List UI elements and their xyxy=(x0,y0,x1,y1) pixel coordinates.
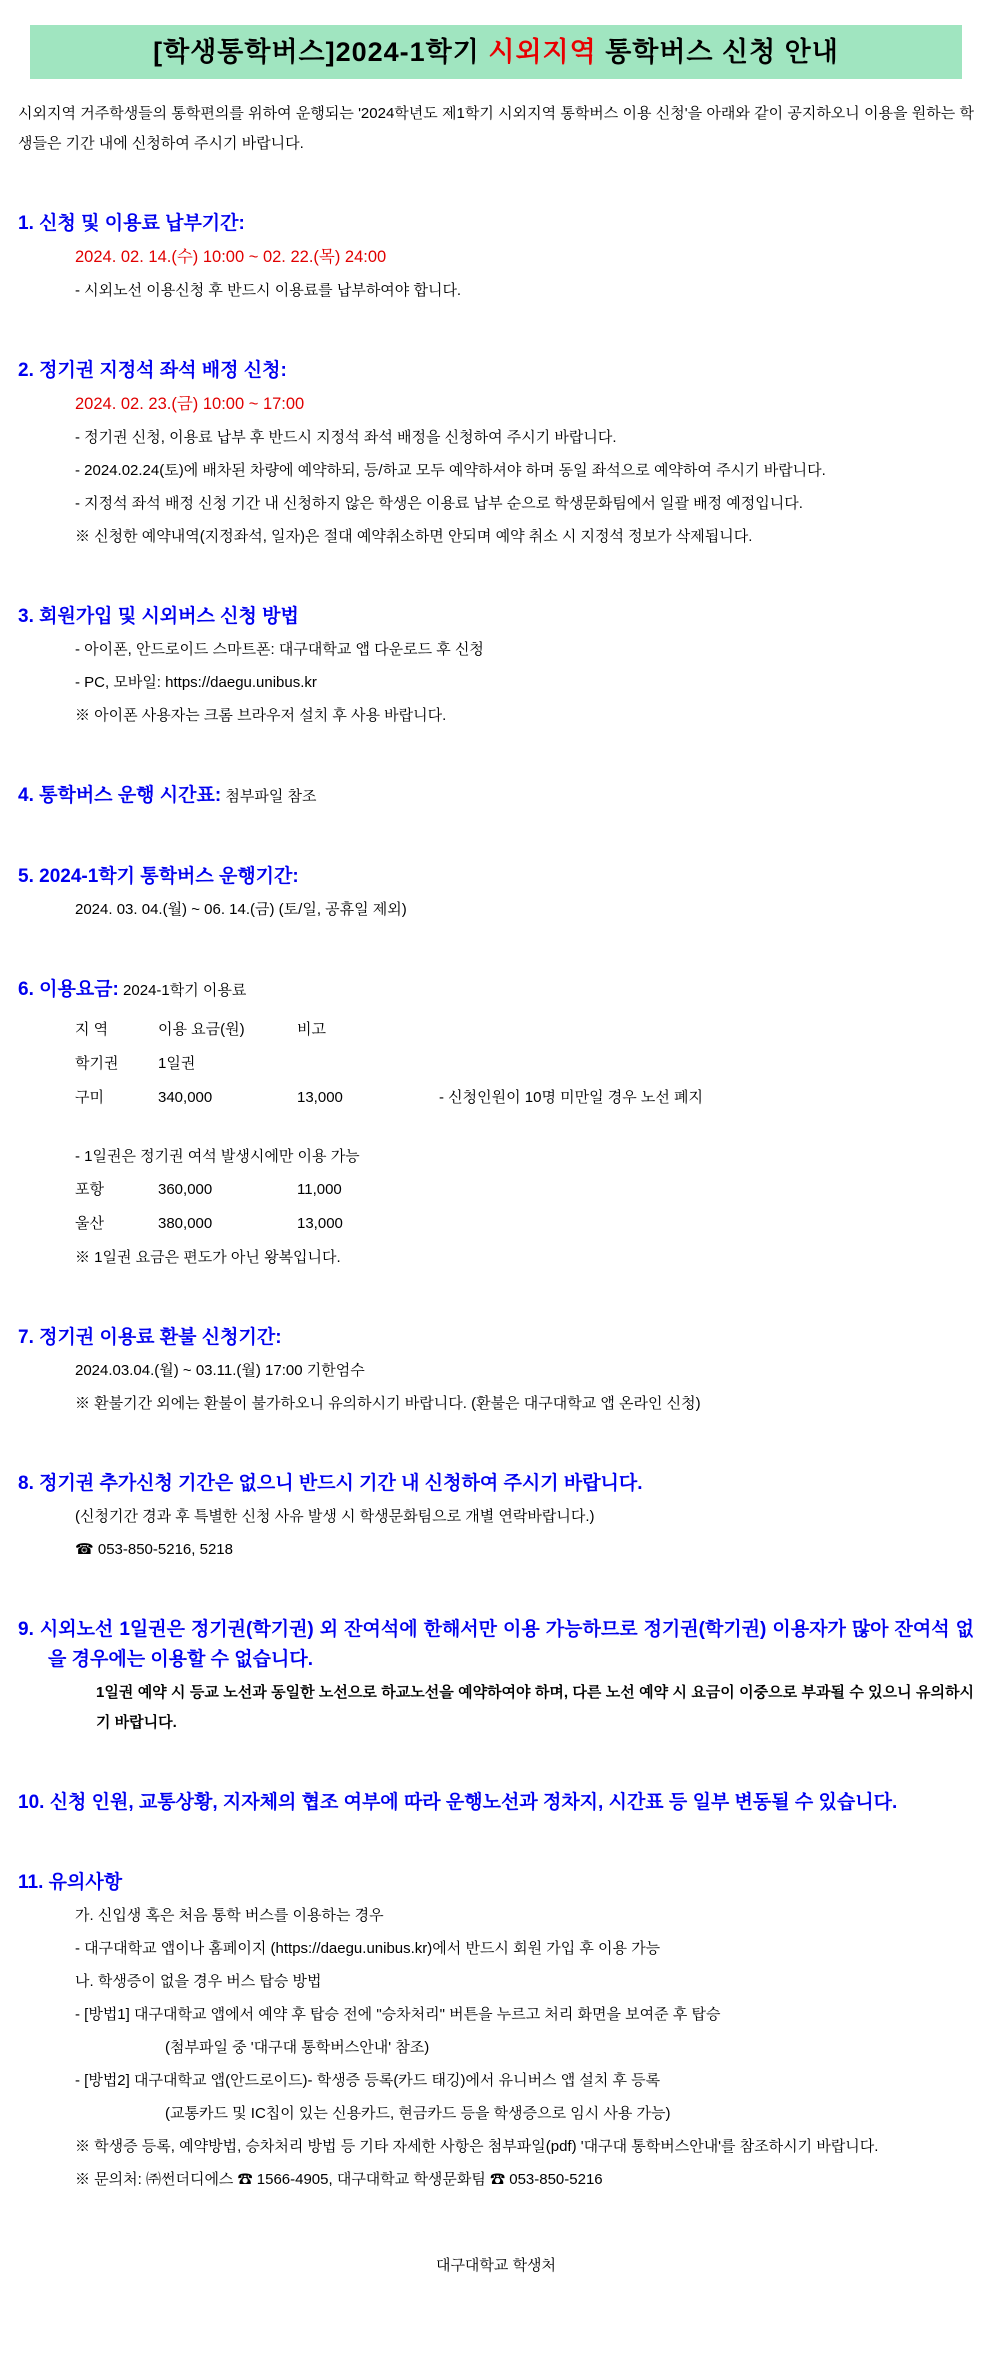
section-8-line: (신청기간 경과 후 특별한 신청 사유 발생 시 학생문화팀으로 개별 연락바랍니다.) xyxy=(75,1508,595,1525)
section-11-contact-note: ※ 문의처: ㈜썬더디에스 ☎ 1566-4905, 대구대학교 학생문화팀 ☎ 053-850-5216 xyxy=(75,2171,603,2188)
section-11-method-2-detail: (교통카드 및 IC칩이 있는 신용카드, 현금카드 등을 학생증으로 임시 사용 가능) xyxy=(165,2105,671,2122)
section-6-heading xyxy=(18,975,974,1006)
section-4-heading-text: 4. 통학버스 운행 시간표: xyxy=(18,785,222,806)
section-11-heading: 11. 유의사항 xyxy=(18,1872,123,1893)
fee-region: 구미 xyxy=(75,1089,104,1106)
section-11-line: - 대구대학교 앱이나 홈페이지 (https://daegu.unibus.kr)에서 반드시 회원 가입 후 이용 가능 xyxy=(75,1940,661,1957)
section-2-line: - 지정석 좌석 배정 신청 기간 내 신청하지 않은 학생은 이용료 납부 순으로 학생문화팀에서 일괄 배정 예정입니다. xyxy=(75,495,803,512)
section-5 xyxy=(18,862,974,925)
section-2-line: - 정기권 신청, 이용료 납부 후 반드시 지정석 좌석 배정을 신청하여 주시기 바랍니다. xyxy=(75,429,617,446)
section-4-heading xyxy=(18,781,974,812)
section-11-method-1: - [방법1] 대구대학교 앱에서 예약 후 탑승 전에 "승차처리" 버튼을 누르고 처리 화면을 보여준 후 탑승 xyxy=(75,2006,721,2023)
title-suffix: 통학버스 신청 안내 xyxy=(596,37,839,67)
fee-table-row-ulsan xyxy=(18,1208,974,1240)
fee-col-fare-header: 이용 요금(원) xyxy=(158,1021,245,1038)
section-2 xyxy=(18,356,974,552)
section-10 xyxy=(18,1788,974,1818)
fee-semester-price: 360,000 xyxy=(158,1181,213,1198)
section-7 xyxy=(18,1323,974,1419)
fee-remark xyxy=(439,1174,974,1206)
section-5-heading: 5. 2024-1학기 통학버스 운행기간: xyxy=(18,866,299,887)
section-9-bold-note: 1일권 예약 시 등교 노선과 동일한 노선으로 하교노선을 예약하여야 하며, 다른 노선 예약 시 요금이 이중으로 부과될 수 있으니 유의하시기 바랍니다. xyxy=(96,1684,974,1731)
section-1-date: 2024. 02. 14.(수) 10:00 ~ 02. 22.(목) 24:00 xyxy=(75,248,387,266)
fee-subcol-semester: 학기권 xyxy=(75,1055,119,1072)
section-1-heading: 1. 신청 및 이용료 납부기간: xyxy=(18,213,245,234)
section-2-line: - 2024.02.24(토)에 배차된 차량에 예약하되, 등/하교 모두 예약하셔야 하며 동일 좌석으로 예약하여 주시기 바랍니다. xyxy=(75,462,826,479)
section-8 xyxy=(18,1469,974,1565)
fee-daily-price: 11,000 xyxy=(297,1181,342,1198)
fee-daily-price: 13,000 xyxy=(297,1215,343,1232)
section-10-heading: 10. 신청 인원, 교통상황, 지자체의 협조 여부에 따라 운행노선과 정차지, 시간표 등 일부 변동될 수 있습니다. xyxy=(18,1792,898,1813)
section-11 xyxy=(18,1868,974,2195)
section-11-item-ga: 가. 신입생 혹은 처음 통학 버스를 이용하는 경우 xyxy=(75,1907,384,1924)
section-9 xyxy=(18,1615,974,1738)
section-2-date: 2024. 02. 23.(금) 10:00 ~ 17:00 xyxy=(75,395,305,413)
intro-paragraph: 시외지역 거주학생들의 통학편의를 위하여 운행되는 '2024학년도 제1학기 시외지역 통학버스 이용 신청'을 아래와 같이 공지하오니 이용을 원하는 학생들은 기간 내에 신청하여 주시기 바랍니다. xyxy=(18,105,974,152)
section-11-attachment-note: ※ 학생증 등록, 예약방법, 승차처리 방법 등 기타 자세한 사항은 첨부파일(pdf) '대구대 통학버스안내'를 참조하시기 바랍니다. xyxy=(75,2138,879,2155)
fee-bottom-note: ※ 1일권 요금은 편도가 아닌 왕복입니다. xyxy=(75,1249,341,1266)
fee-table-header-row xyxy=(18,1014,974,1046)
section-6-heading-text: 6. 이용요금: xyxy=(18,979,119,1000)
fee-remark xyxy=(439,1208,974,1240)
fee-table-row-pohang xyxy=(18,1174,974,1206)
section-9-heading: 9. 시외노선 1일권은 정기권(학기권) 외 잔여석에 한해서만 이용 가능하므로 정기권(학기권) 이용자가 많아 잔여석 없을 경우에는 이용할 수 없습니다. xyxy=(18,1619,974,1670)
title-highlight: 시외지역 xyxy=(488,37,597,67)
footer-signature: 대구대학교 학생처 xyxy=(435,2257,557,2274)
fee-table-subheader-row xyxy=(18,1048,974,1080)
fee-col-remark-header: 비고 xyxy=(297,1021,326,1038)
section-11-method-1-detail: (첨부파일 중 '대구대 통학버스안내' 참조) xyxy=(165,2039,430,2056)
section-6-suffix: 2024-1학기 이용료 xyxy=(118,982,247,999)
section-3-line-url: - PC, 모바일: https://daegu.unibus.kr xyxy=(75,674,317,691)
section-3-note: ※ 아이폰 사용자는 크롬 브라우저 설치 후 사용 바랍니다. xyxy=(75,707,447,724)
fee-col-region-header: 지 역 xyxy=(75,1021,109,1038)
section-1 xyxy=(18,209,974,306)
section-8-phone: ☎ 053-850-5216, 5218 xyxy=(75,1541,233,1558)
section-5-period: 2024. 03. 04.(월) ~ 06. 14.(금) (토/일, 공휴일 제외) xyxy=(75,901,407,918)
section-1-line: - 시외노선 이용신청 후 반드시 이용료를 납부하여야 합니다. xyxy=(75,282,462,299)
section-2-heading: 2. 정기권 지정석 좌석 배정 신청: xyxy=(18,360,287,381)
fee-region: 포항 xyxy=(75,1181,104,1198)
section-3-line: - 아이폰, 안드로이드 스마트폰: 대구대학교 앱 다운로드 후 신청 xyxy=(75,641,484,658)
notice-title-banner xyxy=(30,25,962,79)
title-prefix: [학생통학버스]2024-1학기 xyxy=(153,37,489,67)
section-4-suffix: 첨부파일 참조 xyxy=(221,788,317,805)
fee-table-row-gumi xyxy=(18,1082,974,1114)
section-11-item-na: 나. 학생증이 없을 경우 버스 탑승 방법 xyxy=(75,1973,322,1990)
section-7-period: 2024.03.04.(월) ~ 03.11.(월) 17:00 기한엄수 xyxy=(75,1362,365,1379)
fee-daily-price: 13,000 xyxy=(297,1089,343,1106)
section-4 xyxy=(18,781,974,812)
fee-subcol-daily: 1일권 xyxy=(158,1055,196,1072)
section-3 xyxy=(18,602,974,731)
fee-remark: - 신청인원이 10명 미만일 경우 노선 폐지 xyxy=(439,1089,704,1106)
section-11-method-2: - [방법2] 대구대학교 앱(안드로이드)- 학생증 등록(카드 태깅)에서 유니버스 앱 설치 후 등록 xyxy=(75,2072,661,2089)
section-8-heading: 8. 정기권 추가신청 기간은 없으니 반드시 기간 내 신청하여 주시기 바랍니다. xyxy=(18,1473,643,1494)
fee-semester-price: 380,000 xyxy=(158,1215,213,1232)
fee-region: 울산 xyxy=(75,1215,104,1232)
section-6 xyxy=(18,975,974,1273)
fee-mid-note: - 1일권은 정기권 여석 발생시에만 이용 가능 xyxy=(75,1148,360,1165)
section-7-note: ※ 환불기간 외에는 환불이 불가하오니 유의하시기 바랍니다. (환불은 대구대학교 앱 온라인 신청) xyxy=(75,1395,701,1412)
section-3-heading: 3. 회원가입 및 시외버스 신청 방법 xyxy=(18,606,299,627)
section-2-note: ※ 신청한 예약내역(지정좌석, 일자)은 절대 예약취소하면 안되며 예약 취소 시 지정석 정보가 삭제됩니다. xyxy=(75,528,753,545)
fee-semester-price: 340,000 xyxy=(158,1089,213,1106)
section-7-heading: 7. 정기권 이용료 환불 신청기간: xyxy=(18,1327,282,1348)
